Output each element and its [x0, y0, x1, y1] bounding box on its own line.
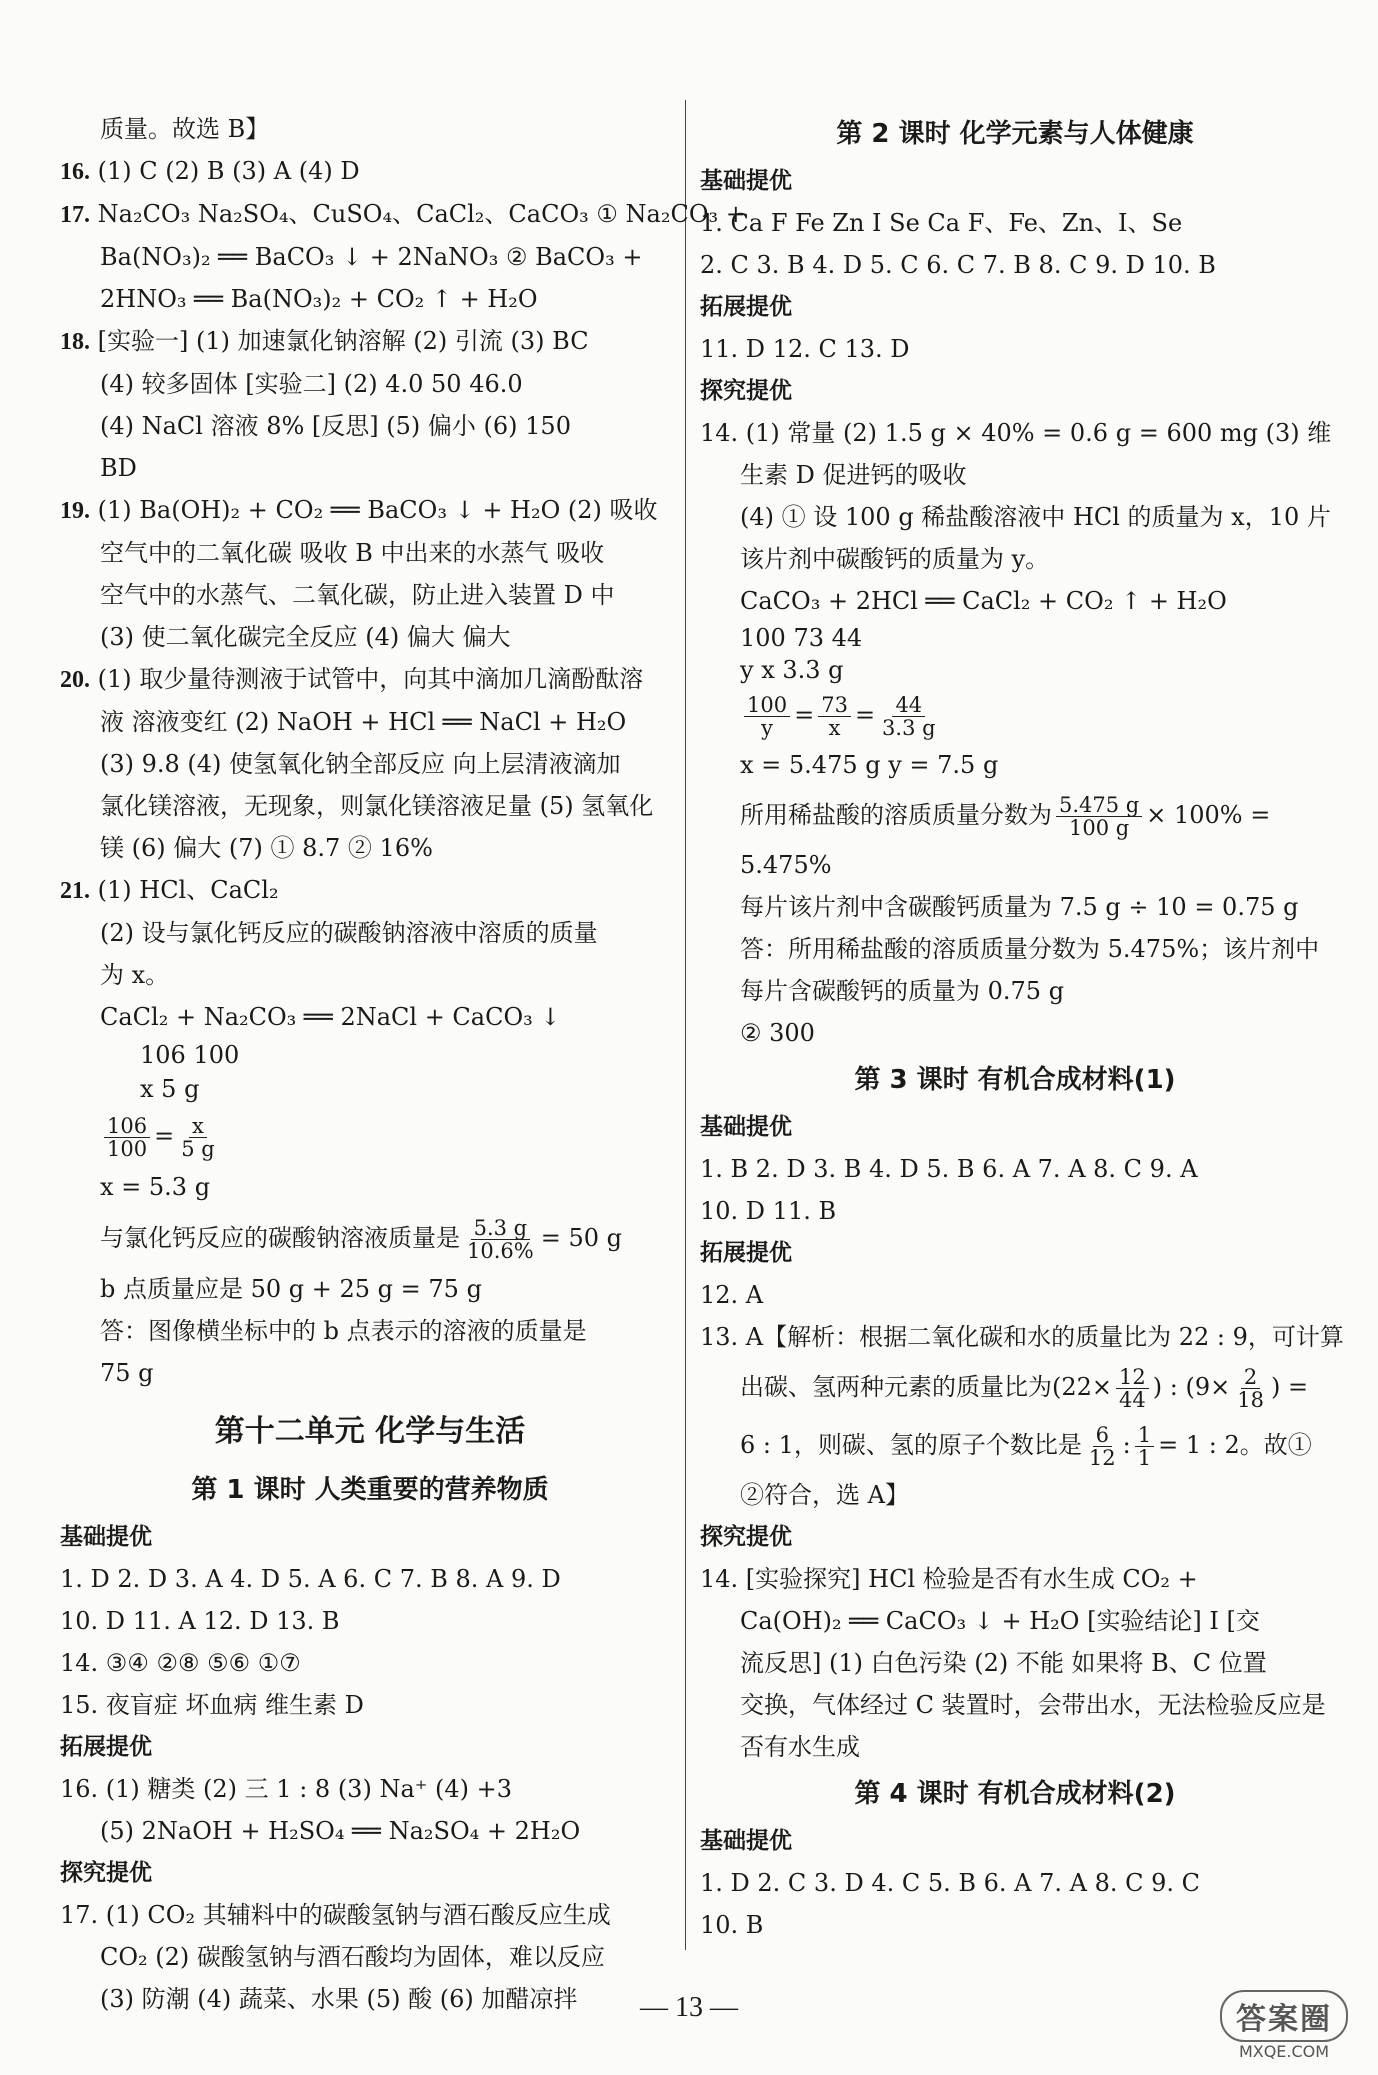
text-line: (3) 使二氧化碳完全反应 (4) 偏大 偏大: [100, 623, 511, 651]
ratio-line: 出碳、氢两种元素的质量比为(22× $\frac{12}{44}$ ) : (9× $\frac{2}{18}$ ) =: [740, 1365, 1309, 1412]
section-heading: 探究提优: [60, 1860, 152, 1886]
equation-values: 100 73 44: [740, 624, 863, 652]
lesson-title: 第 2 课时 化学元素与人体健康: [836, 119, 1194, 149]
fraction: $\frac{73}{x}$: [818, 694, 851, 739]
fraction: $\frac{2}{18}$: [1237, 1365, 1264, 1412]
text-line: (4) ① 设 100 g 稀盐酸溶液中 HCl 的质量为 x，10 片: [740, 503, 1331, 531]
text-line: 16. (1) 糖类 (2) 三 1 : 8 (3) Na⁺ (4) +3: [60, 1775, 513, 1803]
answer-text: (1) 取少量待测液于试管中，向其中滴加几滴酚酞溶: [97, 665, 644, 693]
question-number: 21.: [60, 878, 90, 904]
question-number: 18.: [60, 329, 90, 355]
section-heading: 探究提优: [700, 378, 792, 404]
text-line: 11. D 12. C 13. D: [700, 335, 910, 363]
text-line: 12. A: [700, 1281, 764, 1309]
text-line: CO₂ (2) 碳酸氢钠与酒石酸均为固体，难以反应: [100, 1943, 605, 1971]
text-line: 10. D 11. A 12. D 13. B: [60, 1607, 340, 1635]
unit-title: 第十二单元 化学与生活: [214, 1414, 526, 1449]
right-column: [700, 108, 1344, 1946]
text-line: x = 5.475 g y = 7.5 g: [740, 751, 999, 779]
answer-text: Na₂CO₃ Na₂SO₄、CuSO₄、CaCl₂、CaCO₃ ① Na₂CO₃ +: [97, 200, 746, 228]
section-heading: 基础提优: [700, 1828, 792, 1854]
fraction: $\frac{106}{100}$: [104, 1115, 150, 1160]
text-line: 氯化镁溶液，无现象，则氯化镁溶液足量 (5) 氢氧化: [100, 792, 654, 820]
equation-line: CaCl₂ + Na₂CO₃ ══ 2NaCl + CaCO₃ ↓: [100, 1003, 561, 1031]
question-number: 17.: [60, 202, 90, 228]
text-line: 空气中的二氧化碳 吸收 B 中出来的水蒸气 吸收: [100, 539, 605, 567]
text-line: (4) NaCl 溶液 8% [反思] (5) 偏小 (6) 150: [100, 412, 571, 440]
ratio-line: 6 : 1，则碳、氢的原子个数比是 $\frac{6}{12}$ : $\frac{1}{1}$ = 1 : 2。故①: [740, 1423, 1312, 1470]
proportion-line: $\frac{106}{100}$ = $\frac{x}{5 g}$: [60, 1106, 680, 1166]
answer-18: [60, 320, 680, 363]
equation-values: 106 100: [140, 1041, 240, 1069]
equation-values: x 5 g: [140, 1075, 200, 1103]
fraction: $\frac{x}{5 g}$: [181, 1114, 215, 1161]
text-line: ②符合，选 A】: [740, 1481, 909, 1509]
answer-21: [60, 869, 680, 912]
text-line: 10. D 11. B: [700, 1197, 837, 1225]
text-line: 质量。故选 B】: [100, 115, 270, 143]
text-line: 否有水生成: [740, 1733, 860, 1761]
question-number: 16.: [60, 159, 90, 185]
equation-values: y x 3.3 g: [740, 656, 844, 684]
section-heading: 拓展提优: [700, 1240, 792, 1266]
text-line: 空气中的水蒸气、二氧化碳，防止进入装置 D 中: [100, 581, 615, 609]
fraction: $\frac{1}{1}$: [1135, 1424, 1154, 1469]
text-line: 75 g: [100, 1359, 154, 1387]
answer-19: [60, 489, 680, 532]
page-number: — 13 —: [640, 1992, 738, 2023]
lesson-title: 第 4 课时 有机合成材料(2): [854, 1779, 1176, 1809]
text-line: (3) 9.8 (4) 使氢氧化钠全部反应 向上层清液滴加: [100, 750, 621, 778]
fraction: $\frac{6}{12}$: [1088, 1423, 1116, 1470]
text-line: 答：所用稀盐酸的溶质质量分数为 5.475%；该片剂中: [740, 935, 1320, 963]
text-line: 14. ③④ ②⑧ ⑤⑥ ①⑦: [60, 1649, 301, 1677]
text-line: x = 5.3 g: [100, 1173, 211, 1201]
text-line: 1. B 2. D 3. B 4. D 5. B 6. A 7. A 8. C 9. A: [700, 1155, 1198, 1183]
text-line: BD: [100, 454, 137, 482]
text-line: 为 x。: [100, 961, 170, 989]
text-line: 1. D 2. C 3. D 4. C 5. B 6. A 7. A 8. C 9. C: [700, 1869, 1201, 1897]
text-line: (5) 2NaOH + H₂SO₄ ══ Na₂SO₄ + 2H₂O: [100, 1817, 581, 1845]
text-line: Ca(OH)₂ ══ CaCO₃ ↓ + H₂O [实验结论] Ⅰ [交: [740, 1607, 1260, 1635]
answer-17: [60, 193, 746, 236]
equation-line: CaCO₃ + 2HCl ══ CaCl₂ + CO₂ ↑ + H₂O: [740, 587, 1227, 615]
text-line: Ba(NO₃)₂ ══ BaCO₃ ↓ + 2NaNO₃ ② BaCO₃ +: [100, 243, 643, 271]
section-heading: 基础提优: [700, 168, 792, 194]
section-heading: 基础提优: [60, 1524, 152, 1550]
text-line: 液 溶液变红 (2) NaOH + HCl ══ NaCl + H₂O: [100, 708, 627, 736]
text-line: 该片剂中碳酸钙的质量为 y。: [740, 545, 1050, 573]
text-line: 1. D 2. D 3. A 4. D 5. A 6. C 7. B 8. A 9. D: [60, 1565, 561, 1593]
text-line: (3) 防潮 (4) 蔬菜、水果 (5) 酸 (6) 加醋凉拌: [100, 1985, 578, 2013]
text-line: 每片该片剂中含碳酸钙质量为 7.5 g ÷ 10 = 0.75 g: [740, 893, 1299, 921]
watermark-url: MXQE.COM: [1238, 2042, 1330, 2061]
text-line: (4) 较多固体 [实验二] (2) 4.0 50 46.0: [100, 370, 523, 398]
text-line: 1. Ca F Fe Zn I Se Ca F、Fe、Zn、I、Se: [700, 209, 1183, 237]
section-heading: 拓展提优: [60, 1734, 152, 1760]
fraction: $\frac{12}{44}$: [1116, 1366, 1149, 1411]
column-divider: [685, 100, 686, 1950]
answer-text: (1) Ba(OH)₂ + CO₂ ══ BaCO₃ ↓ + H₂O (2) 吸收: [97, 496, 658, 524]
text-line: 2HNO₃ ══ Ba(NO₃)₂ + CO₂ ↑ + H₂O: [100, 285, 538, 313]
lesson-title: 第 1 课时 人类重要的营养物质: [191, 1475, 549, 1505]
answer-16: [60, 150, 680, 193]
text-line: (2) 设与氯化钙反应的碳酸钠溶液中溶质的质量: [100, 919, 598, 947]
result-line: 所用稀盐酸的溶质质量分数为 $\frac{5.475 g}{100 g}$ × 100% =: [740, 793, 1271, 840]
section-heading: 探究提优: [700, 1524, 792, 1550]
text-line: 15. 夜盲症 坏血病 维生素 D: [60, 1691, 364, 1719]
fraction: $\frac{5.3 g}{10.6\%}$: [467, 1216, 534, 1263]
question-number: 20.: [60, 667, 90, 693]
watermark: [1220, 1990, 1348, 2061]
answer-20: [60, 658, 680, 701]
result-line: 与氯化钙反应的碳酸钠溶液质量是 $\frac{5.3 g}{10.6\%}$ = 50 g: [100, 1216, 622, 1263]
text-line: 生素 D 促进钙的吸收: [740, 461, 967, 489]
text-line: b 点质量应是 50 g + 25 g = 75 g: [100, 1275, 482, 1303]
text-line: 每片含碳酸钙的质量为 0.75 g: [740, 977, 1065, 1005]
text-line: 10. B: [700, 1911, 764, 1939]
answer-text: [实验一] (1) 加速氯化钠溶解 (2) 引流 (3) BC: [97, 327, 589, 355]
text-line: 交换，气体经过 C 装置时，会带出水，无法检验反应是: [740, 1691, 1326, 1719]
text-line: 2. C 3. B 4. D 5. C 6. C 7. B 8. C 9. D 10. B: [700, 251, 1216, 279]
answer-text: (1) C (2) B (3) A (4) D: [97, 157, 360, 185]
fraction: $\frac{100}{y}$: [744, 694, 790, 739]
text-line: 5.475%: [740, 851, 832, 879]
text-line: 答：图像横坐标中的 b 点表示的溶液的质量是: [100, 1317, 587, 1345]
text-line: 17. (1) CO₂ 其辅料中的碳酸氢钠与酒石酸反应生成: [60, 1901, 611, 1929]
proportion-line: $\frac{100}{y}$ = $\frac{73}{x}$ = $\frac{44}{3.3 g}$: [700, 686, 1330, 744]
section-heading: 基础提优: [700, 1114, 792, 1140]
text-line: ② 300: [740, 1019, 815, 1047]
watermark-logo: 答案圈: [1220, 1990, 1348, 2042]
section-heading: 拓展提优: [700, 294, 792, 320]
fraction: $\frac{5.475 g}{100 g}$: [1056, 794, 1142, 839]
lesson-title: 第 3 课时 有机合成材料(1): [854, 1065, 1176, 1095]
text-line: 14. [实验探究] HCl 检验是否有水生成 CO₂ +: [700, 1565, 1198, 1593]
text-line: 镁 (6) 偏大 (7) ① 8.7 ② 16%: [100, 834, 433, 862]
text-line: 13. A【解析：根据二氧化碳和水的质量比为 22 : 9，可计算: [700, 1323, 1344, 1351]
question-number: 19.: [60, 498, 90, 524]
text-line: 流反思] (1) 白色污染 (2) 不能 如果将 B、C 位置: [740, 1649, 1267, 1677]
answer-text: (1) HCl、CaCl₂: [97, 876, 279, 904]
fraction: $\frac{44}{3.3 g}$: [882, 693, 936, 740]
text-line: 14. (1) 常量 (2) 1.5 g × 40% = 0.6 g = 600 mg (3) 维: [700, 419, 1332, 447]
